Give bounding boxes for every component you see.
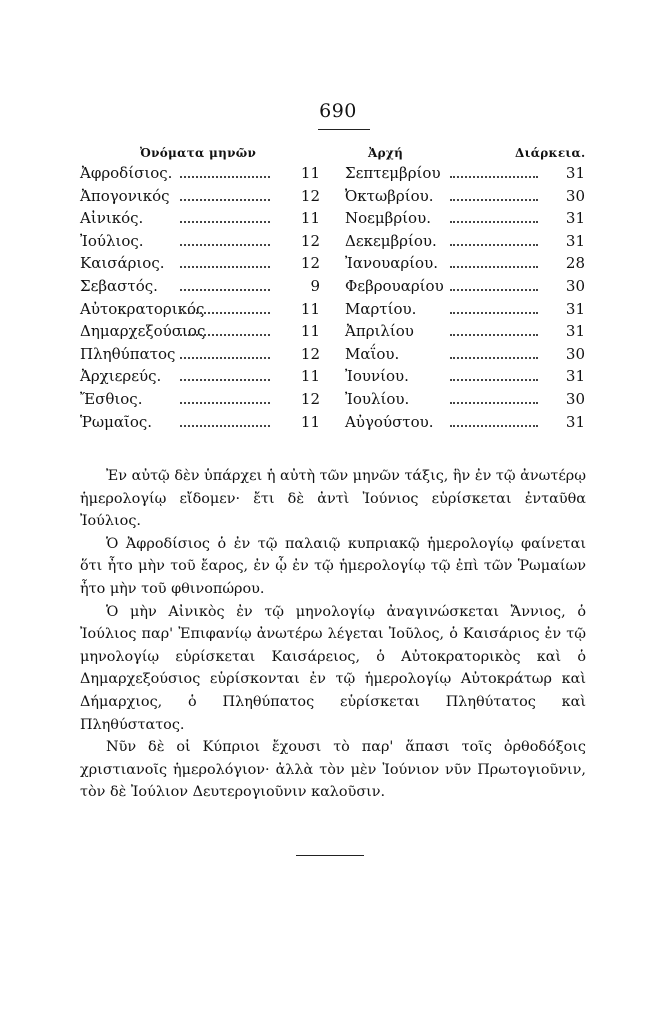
month-length: 11 [300, 209, 320, 228]
table-row [0, 345, 663, 368]
paragraph: Ὁ Ἀφροδίσιος ὁ ἐν τῷ παλαιῷ κυπριακῷ ἡμερολογίῳ φαίνεται ὅτι ἦτο μὴν τοῦ ἔαρος, ἐν ᾧ ἐν τῷ ἡμερολογίῳ τῷ ἐπὶ τῶν Ῥωμαίων ἦτο μὴν τοῦ φθινοπώρου. [80, 535, 586, 597]
dot-leader [180, 390, 270, 404]
month-duration: 31 [565, 367, 585, 386]
body-text [80, 465, 586, 804]
month-start: Σεπτεμβρίου [345, 164, 441, 182]
month-duration: 30 [565, 186, 585, 205]
month-name: Σεβαστός. [80, 276, 158, 295]
dot-leader [450, 300, 538, 314]
month-name: Ἀπογονικός [80, 186, 170, 205]
table-row [0, 232, 663, 255]
month-length: 11 [300, 412, 320, 431]
top-rule [318, 129, 370, 130]
month-length: 11 [300, 299, 320, 318]
dot-leader [450, 164, 538, 178]
dot-leader [180, 187, 270, 201]
month-name: Ἰούλιος. [80, 231, 144, 250]
month-duration: 30 [565, 276, 585, 295]
month-start: Ἰουλίου. [345, 389, 410, 408]
month-length: 11 [300, 164, 320, 182]
dot-leader [450, 390, 538, 404]
header-month-names: Ὀνόματα μηνῶν [140, 146, 257, 160]
dot-leader [180, 164, 270, 178]
month-start: Ὀκτωβρίου. [345, 186, 434, 205]
dot-leader [450, 187, 538, 201]
month-start: Νοεμβρίου. [345, 209, 431, 228]
dot-leader [450, 232, 538, 246]
month-start: Δεκεμβρίου. [345, 231, 437, 250]
month-length: 12 [300, 231, 320, 250]
month-duration: 30 [565, 389, 585, 408]
table-row [0, 209, 663, 232]
month-duration: 31 [565, 322, 585, 341]
month-name: Ἔσθιος. [80, 389, 143, 408]
table-row [0, 187, 663, 210]
month-start: Φεβρουαρίου [345, 276, 444, 295]
month-duration: 28 [565, 254, 585, 273]
month-duration: 31 [565, 412, 585, 431]
dot-leader [180, 254, 270, 268]
dot-leader [180, 209, 270, 223]
paragraph: Ὁ μὴν Αἰνικὸς ἐν τῷ μηνολογίῳ ἀναγινώσκεται Ἄννιος, ὁ Ἰούλιος παρ' Ἐπιφανίῳ ἀνωτέρω λέγεται Ἰοῦλος, ὁ Καισάριος ἐν τῷ μηνολογίῳ εὑρίσκεται Καισάρειος, ὁ Αὐτοκρατορικὸς καὶ ὁ Δημαρχεξούσιος εὑρίσκονται ἐν τῷ ἡμερολογίῳ Αὐτοκράτωρ καὶ Δήμαρχιος, ὁ Πληθύπατος εὑρίσκεται Πληθύτατος καὶ Πληθύστατος. [80, 603, 586, 733]
table-row [0, 254, 663, 277]
month-start: Ἀπριλίου [345, 322, 414, 341]
dot-leader [450, 209, 538, 223]
table-row [0, 322, 663, 345]
dot-leader [450, 345, 538, 359]
dot-leader [180, 232, 270, 246]
month-start: Αὐγούστου. [345, 412, 434, 431]
month-length: 12 [300, 344, 320, 363]
month-name: Αἰνικός. [80, 209, 144, 228]
paragraph: Νῦν δὲ οἱ Κύπριοι ἔχουσι τὸ παρ' ἅπασι τοῖς ὀρθοδόξοις χριστιανοῖς ἡμερολόγιον· ἀλλὰ τὸν μὲν Ἰούνιον νῦν Πρωτογιοῦνιν, τὸν δὲ Ἰούλιον Δευτερογιοῦνιν καλοῦσιν. [80, 739, 586, 801]
dot-leader [180, 413, 270, 427]
dot-leader [450, 254, 538, 268]
month-length: 12 [300, 389, 320, 408]
paragraph: Ἐν αὐτῷ δὲν ὑπάρχει ἡ αὐτὴ τῶν μηνῶν τάξις, ἣν ἐν τῷ ἀνωτέρῳ ἡμερολογίῳ εἴδομεν· ἔτι δὲ ἀντὶ Ἰούνιος εὑρίσκεται ἐνταῦθα Ἰούλιος. [80, 468, 586, 530]
dot-leader [180, 367, 270, 381]
month-duration: 31 [565, 209, 585, 228]
table-row [0, 300, 663, 323]
month-length: 12 [300, 254, 320, 273]
month-name: Ἀφροδίσιος. [80, 164, 173, 182]
dot-leader [450, 322, 538, 336]
month-length: 11 [300, 367, 320, 386]
month-length: 12 [300, 186, 320, 205]
dot-leader [180, 345, 270, 359]
month-start: Μαΐου. [345, 344, 400, 363]
dot-leader [180, 277, 270, 291]
header-start: Ἀρχή [368, 146, 404, 160]
month-start: Ἰανουαρίου. [345, 254, 438, 273]
month-duration: 31 [565, 231, 585, 250]
dot-leader [180, 300, 270, 314]
table-row [0, 367, 663, 390]
month-name: Ῥωμαῖος. [80, 412, 153, 431]
dot-leader [450, 413, 538, 427]
month-name: Καισάριος. [80, 254, 165, 273]
month-name: Αὐτοκρατορικός [80, 299, 205, 318]
month-duration: 30 [565, 344, 585, 363]
header-duration: Διάρκεια. [515, 146, 586, 160]
table-row [0, 413, 663, 436]
month-duration: 31 [565, 299, 585, 318]
month-name: Πληθύπατος [80, 344, 176, 363]
month-start: Μαρτίου. [345, 299, 417, 318]
month-length: 11 [300, 322, 320, 341]
month-name: Δημαρχεξούσιος [80, 322, 206, 341]
dot-leader [450, 367, 538, 381]
months-table [0, 164, 663, 435]
month-duration: 31 [565, 164, 585, 182]
month-name: Ἀρχιερεύς. [80, 367, 162, 386]
page-number: 690 [319, 100, 357, 122]
bottom-rule [296, 855, 364, 856]
table-row [0, 390, 663, 413]
month-start: Ἰουνίου. [345, 367, 409, 386]
dot-leader [180, 322, 270, 336]
dot-leader [450, 277, 538, 291]
table-row [0, 277, 663, 300]
month-length: 9 [310, 276, 320, 295]
table-row [0, 164, 663, 187]
